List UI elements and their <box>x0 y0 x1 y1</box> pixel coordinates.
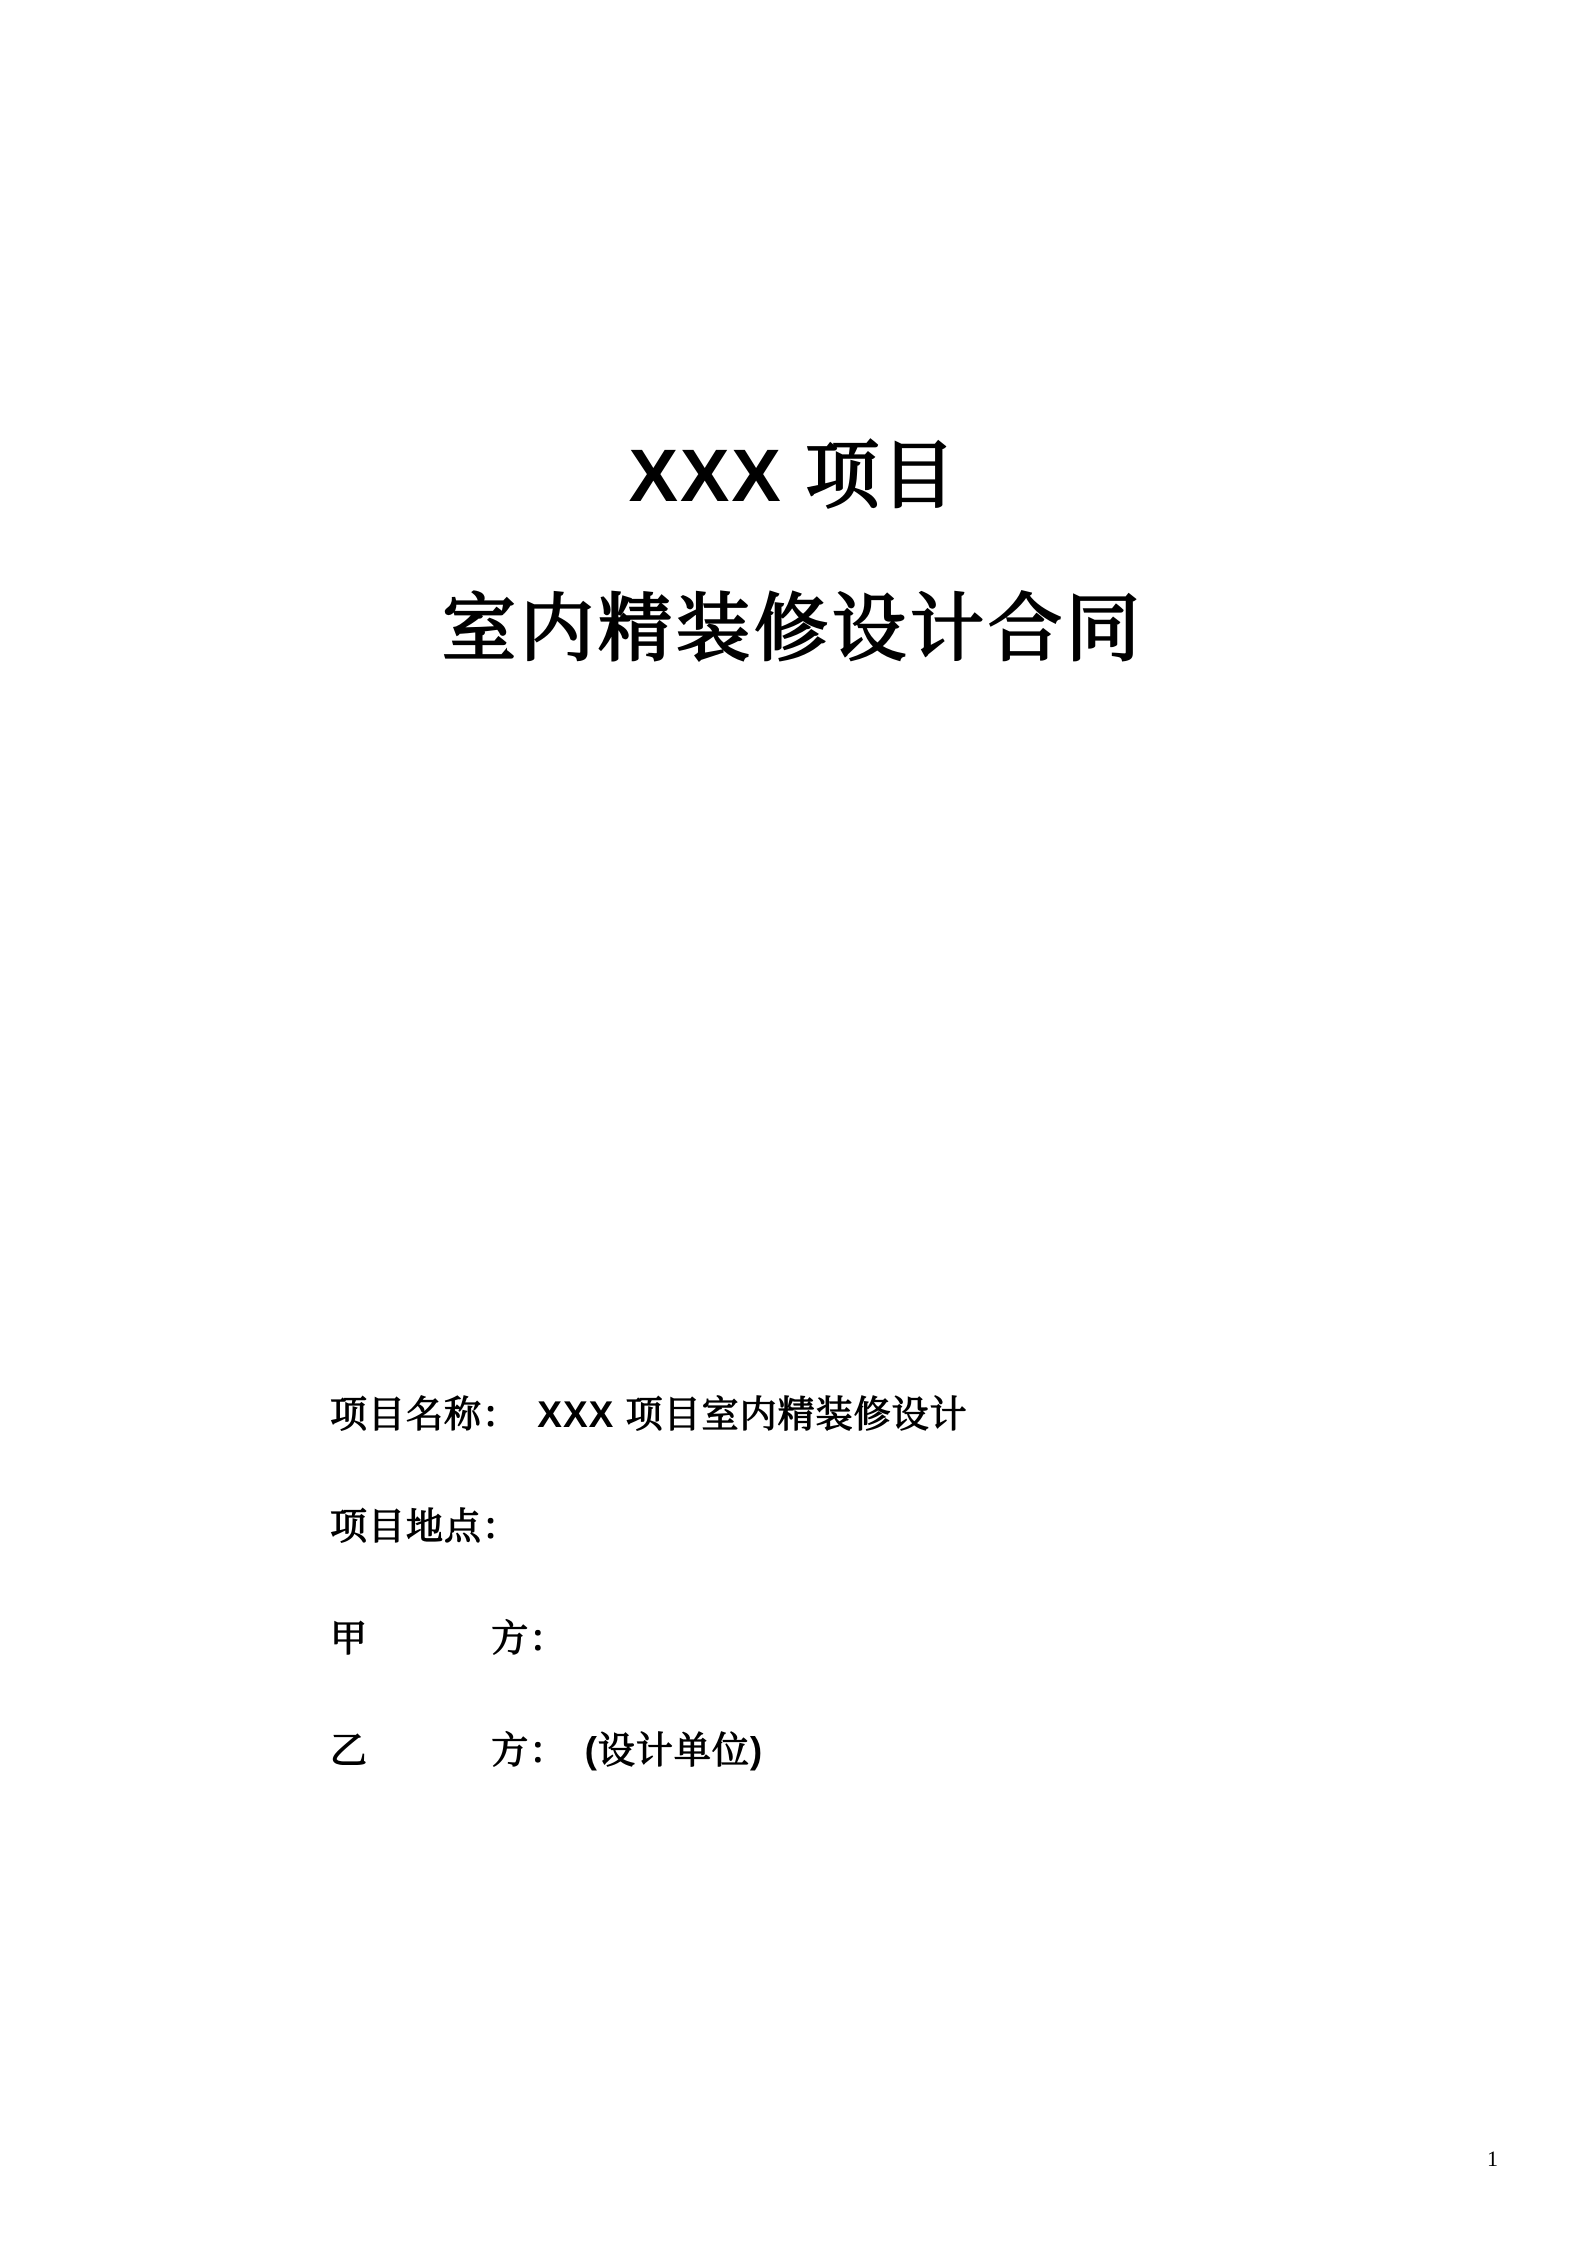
field-party-a <box>330 1614 1430 1664</box>
field-project-location <box>330 1502 1430 1552</box>
page-number: 1 <box>1487 2146 1498 2171</box>
page-title-line-2: 室内精装修设计合同 <box>442 586 1144 670</box>
field-party-a-label-suffix: 方： <box>491 1617 568 1659</box>
field-project-location-label: 项目地点： <box>330 1505 520 1547</box>
contract-fields <box>330 1390 1430 1776</box>
document-title-block <box>0 430 1586 675</box>
field-party-a-label: 甲 <box>330 1617 368 1659</box>
field-party-b <box>330 1726 1430 1776</box>
field-project-name <box>330 1390 1430 1440</box>
field-party-b-label: 乙 <box>330 1729 368 1771</box>
field-project-name-label: 项目名称： <box>330 1394 520 1435</box>
field-project-name-value: XXX 项目室内精装修设计 <box>537 1394 968 1435</box>
field-party-b-label-suffix: 方： <box>491 1729 568 1771</box>
field-party-b-value: (设计单位) <box>584 1729 764 1771</box>
page-title-line-1: XXX 项目 <box>628 434 958 517</box>
